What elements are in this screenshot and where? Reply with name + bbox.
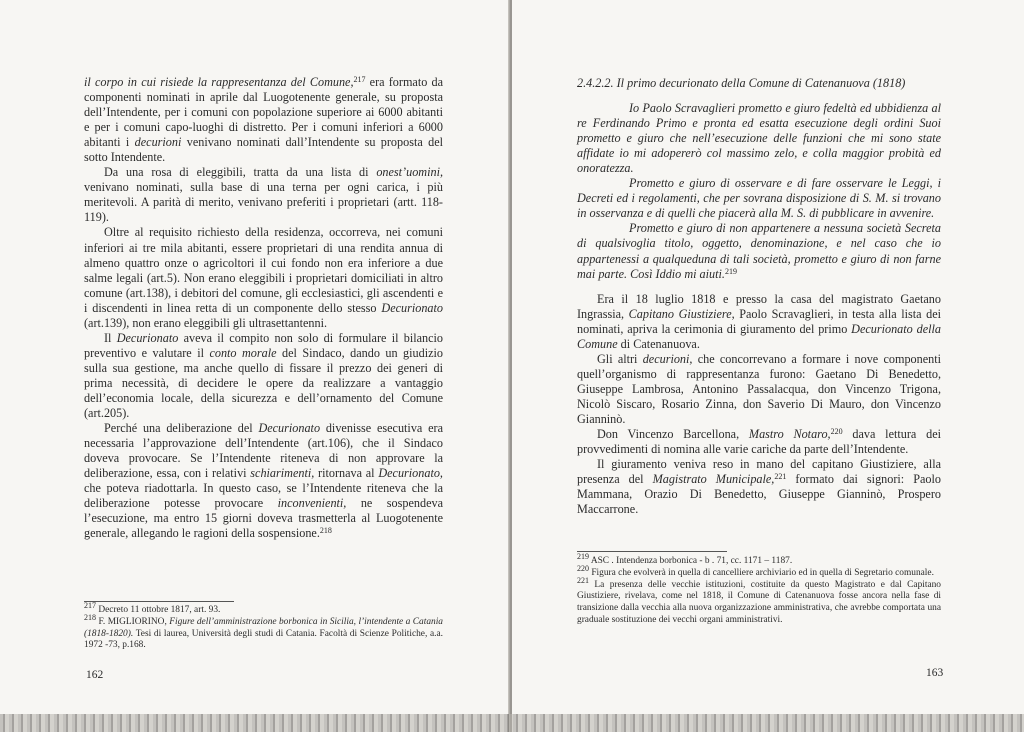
paragraph [577, 221, 941, 281]
text-run: venivano nominati dall’Intendente su proposta del sotto Intendente. [84, 135, 443, 165]
text-run: Tesi di laurea, Università degli studi di Catania. Facoltà di Scienze Politiche, a.a. 1972 -73, p.168. [84, 628, 443, 651]
paragraph [577, 427, 941, 457]
section-heading [577, 76, 941, 91]
paragraph [84, 421, 443, 541]
footnote-ref: 218 [84, 612, 96, 622]
italic-text: Decurionato, [378, 466, 443, 481]
text-run: Paolo Scravaglieri, in testa alla lista dei nominati, apriva la cerimonia di giuramento del primo [577, 306, 941, 336]
text-run: del Sindaco, dando un giudizio sulla sua gestione, ma anche quello di fissare il prezzo dei generi di prima necessità, di decidere le opere da realizzare a vantaggio dell’economia locale, della sicurezza e dell’ornamento del Comune (art.205). [84, 345, 443, 421]
italic-text: Prometto e giuro di osservare e di fare osservare le Leggi, i Decreti ed i regolamenti, che per sovrana disposizione di S. M. si trovano in osservanza e di quelli che piacerà alla M. S. di pubblicare in avvenire. [577, 176, 941, 221]
footnote-ref: 217 [84, 601, 96, 610]
italic-text: Prometto e giuro di non appartenere a nessuna società Secreta di qualsivoglia titolo, oggetto, denominazione, e nel caso che io appartenessi a qualqueduna di tali società, prometto e giuro di non farne mai parte. Così Iddio mi aiuti. [577, 221, 941, 281]
footnote [84, 612, 443, 652]
italic-text: schiarimenti, [250, 466, 315, 481]
italic-text: Io Paolo Scravaglieri prometto e giuro fedeltà ed ubbidienza al re Ferdinando Primo e pronta ed esatta esecuzione degli ordini Suoi prometto e giuro che nell’esecuzione delle funzioni che mi sono state affidate io mi adopererò col massimo zelo, e colla maggior probità ed onoratezza. [577, 101, 941, 176]
paragraph [577, 352, 941, 427]
italic-text: decurioni, [642, 351, 693, 366]
italic-text: Capitano Giustiziere, [628, 306, 735, 321]
footnote [577, 552, 941, 568]
paragraph [577, 101, 941, 176]
text-run: Don Vincenzo Barcellona, [597, 427, 749, 442]
footnote-ref: 219 [577, 552, 589, 561]
paragraph-gap [577, 91, 941, 101]
page-number-right: 163 [926, 667, 944, 679]
text-run: aveva il compito non solo di formulare il bilancio preventivo e valutare il [84, 330, 443, 360]
italic-text: Magistrato Municipale, [652, 472, 775, 487]
text-run: Perché una deliberazione del [104, 421, 259, 436]
italic-text: Decurionato [116, 330, 179, 345]
text-run: che poteva riadottarla. In questo caso, se l’Intendente riteneva che la deliberazione potesse provocare [84, 481, 443, 511]
scan-edge [0, 714, 1024, 732]
text-run: di Catenanuova. [617, 336, 700, 351]
paragraph [84, 331, 443, 421]
italic-text: Mastro Notaro, [748, 427, 831, 442]
paragraph [577, 457, 941, 517]
italic-text: conto morale [209, 345, 277, 360]
text-run: (art.139), non erano eleggibili gli ultrasettantenni. [84, 315, 328, 330]
footnote-ref: 220 [830, 427, 843, 437]
footnote-ref: 221 [774, 472, 787, 482]
right-page [512, 0, 1024, 732]
text-run: venivano nominati, sulla base di una terna per ogni carica, i più meritevoli. A parità di merito, venivano preferiti i proprietari (artt. 118-119). [84, 180, 443, 225]
italic-text: onest’uomini, [376, 165, 443, 180]
paragraph [84, 225, 443, 330]
footnote [577, 563, 941, 580]
footnote-ref: 219 [724, 266, 737, 276]
footnote [84, 601, 443, 617]
footnote [577, 575, 941, 627]
text-run: Da una rosa di eleggibili, tratta da una lista di [104, 165, 377, 180]
page-number-left: 162 [86, 669, 104, 681]
italic-text: inconvenienti, [277, 496, 347, 511]
italic-text: Figure dell’amministrazione borbonica in Sicilia, l’intendente a Catania (1818-1820). [84, 616, 443, 639]
text-run: ritornava al [314, 466, 379, 481]
footnote-ref: 221 [577, 575, 589, 585]
footnote-ref: 218 [319, 526, 332, 536]
footnote-rule [84, 601, 234, 602]
text-run: Era il 18 luglio 1818 e presso la casa del magistrato Gaetano Ingrassia, [577, 291, 941, 321]
left-page [0, 0, 510, 732]
italic-text: 2.4.2.2. Il primo decurionato della Comune di Catenanuova (1818) [577, 76, 906, 90]
text-run: Figura che evolverà in quella di cancelliere archiviario ed in quella di Segretario comunale. [589, 567, 934, 578]
italic-text: Decurionato della Comune [577, 321, 941, 351]
text-run: Oltre al requisito richiesto della residenza, occorreva, nei comuni inferiori ai tre mila abitanti, essere proprietari di una rendita annua di almeno quattro onze o agricoltori il cui fondo non era inferiore a due salme legali (art.5). Non erano eleggibili i proprietari domiciliati in altro comune (art.138), i debitori del comune, gli ecclesiastici, gli ascendenti e i discendenti in linea retta di un componente dello stesso [84, 225, 443, 315]
right-footnotes [577, 552, 941, 627]
footnote-ref: 220 [577, 563, 589, 573]
text-run: ne sospendeva l’esecuzione, ma entro 15 giorni doveva trasmetterla al Luogotenente generale, allegando le ragioni della sospensione. [84, 496, 443, 541]
italic-text: Decurionato [381, 300, 443, 315]
text-run: Il giuramento veniva reso in mano del capitano Giustiziere, alla presenza del [577, 457, 941, 487]
paragraph [577, 292, 941, 352]
text-run: dava lettura dei provvedimenti di nomina alle varie cariche da parte dell’Intendente. [577, 427, 941, 457]
text-run: Il [104, 330, 117, 345]
text-run: divenisse esecutiva era necessaria l’approvazione dell’Intendente (art.106), che il Sindaco doveva provocare. Se l’Intendente riteneva di non approvare la deliberazione, essa, con i relativi [84, 421, 443, 481]
text-run: che concorrevano a formare i nove componenti quell’organismo di rappresentanza furono: Gaetano Di Benedetto, Giuseppe Lambrosa, Antonino Passalacqua, don Vincenzo Trigona, Nicolò Siscaro, Rosario Zinna, don Saverio Di Mauro, don Vincenzo Gianninò. [577, 351, 942, 426]
paragraph [84, 75, 443, 165]
text-run: Decreto 11 ottobre 1817, art. 93. [96, 605, 221, 615]
text-run: era formato da componenti nominati in aprile dal Luogotenente generale, su proposta dell’Intendente, per i comuni con popolazione superiore ai 6000 abitanti e per i comuni capo-luoghi di distretto. Per i comuni inferiori a 6000 abitanti i [84, 75, 443, 150]
italic-text: il corpo in cui risiede la rappresentanza del Comune, [84, 75, 354, 89]
text-run: formato dai signori: Paolo Mammana, Orazio Di Benedetto, Giuseppe Gianninò, Prospero Maccarrone. [577, 472, 941, 517]
text-run: F. MIGLIORINO, [96, 616, 170, 627]
paragraph-gap [577, 282, 941, 292]
text-run: La presenza delle vecchie istituzioni, costituite da questo Magistrato e dal Capitano Giustiziere, rivelava, come nel 1818, il Comune di Catenanuova fosse ancora nella fase di transizione dalla vecchia alla nuova organizzazione amministrativa, che avrebbe comportata una graduale sostituzione dei vecchi organi amministrativi. [577, 579, 941, 625]
text-run: Gli altri [597, 351, 643, 366]
left-footnotes [84, 601, 443, 652]
footnote-rule [577, 551, 727, 552]
left-page-body [84, 75, 443, 541]
text-run: ASC . Intendenza borbonica - b . 71, cc. 1171 – 1187. [589, 556, 793, 566]
footnote-ref: 217 [353, 75, 366, 84]
italic-text: decurioni [134, 135, 182, 150]
paragraph [577, 176, 941, 221]
right-page-body [577, 76, 941, 517]
italic-text: Decurionato [258, 421, 321, 436]
paragraph [84, 165, 443, 225]
